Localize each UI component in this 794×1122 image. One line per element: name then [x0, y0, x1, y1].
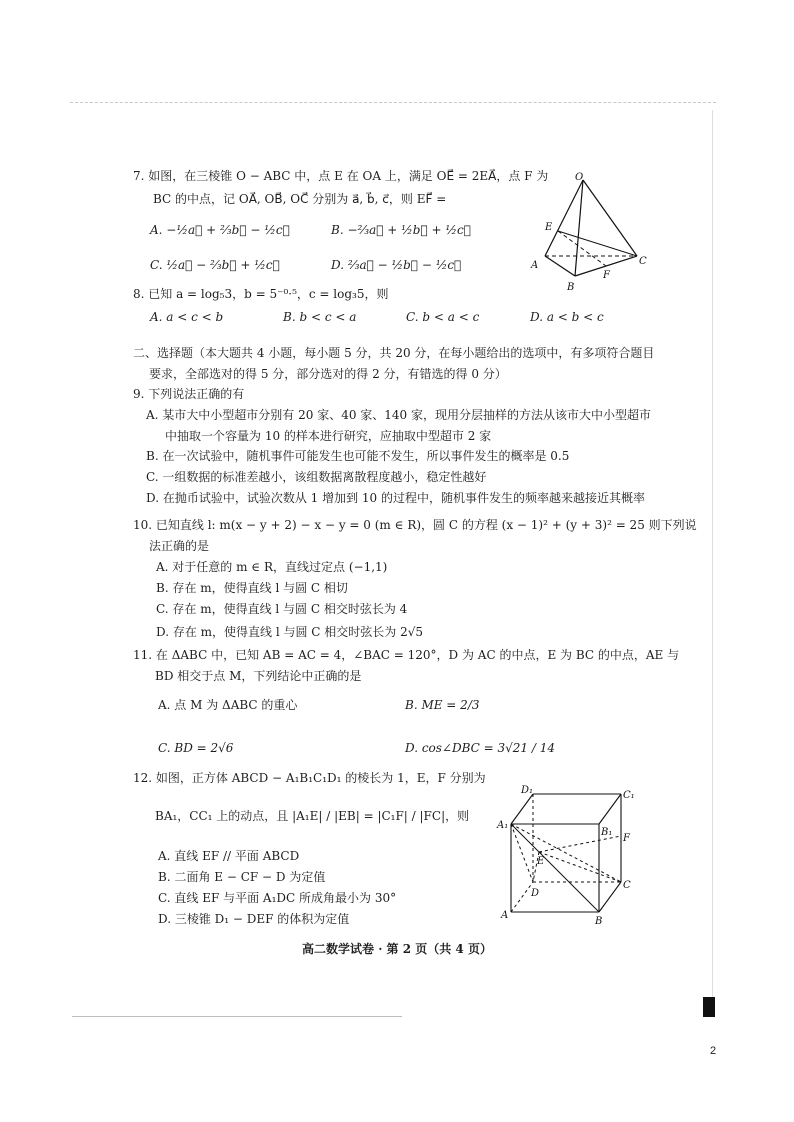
- segment-ef: [558, 231, 606, 266]
- segment-ef: [539, 836, 621, 852]
- section2-header-line2: 要求，全部选对的得 5 分，部分选对的得 2 分，有错选的得 0 分）: [149, 367, 507, 381]
- label-b: B: [595, 916, 603, 927]
- label-b: B: [567, 282, 575, 293]
- edge-b1c1: [599, 794, 621, 824]
- edge-oc: [583, 180, 637, 256]
- q11-option-c: C. BD = 2√6: [158, 741, 234, 755]
- edge-a1d1: [511, 794, 533, 824]
- q8-option-c: C. b < a < c: [406, 310, 480, 324]
- q7-option-a: A. −½a⃗ + ⅔b⃗ − ½c⃗: [150, 223, 290, 237]
- label-f: F: [623, 833, 630, 844]
- label-f: F: [603, 270, 610, 281]
- diagonal-a1b: [511, 824, 599, 912]
- q11-option-d: D. cos∠DBC = 3√21 / 14: [405, 741, 555, 755]
- scan-right-edge: [712, 110, 713, 1010]
- edge-ad: [511, 882, 533, 912]
- q12-option-b: B. 二面角 E − CF − D 为定值: [158, 870, 326, 884]
- q10-option-a: A. 对于任意的 m ∈ R，直线过定点 (−1,1): [156, 560, 388, 574]
- scan-top-edge: [70, 102, 716, 103]
- q9-option-a-line1: A. 某市大中小型超市分别有 20 家、40 家、140 家，现用分层抽样的方法从该市大中小型超市: [146, 408, 651, 422]
- label-b1: B₁: [601, 827, 613, 838]
- label-a: A: [531, 260, 539, 271]
- q9-option-c: C. 一组数据的标准差越小，该组数据离散程度越小，稳定性越好: [146, 470, 487, 484]
- label-e: E: [537, 856, 545, 867]
- label-c1: C₁: [623, 790, 635, 801]
- q10-line1: 10. 已知直线 l: m(x − y + 2) − x − y = 0 (m ∈ R)，圆 C 的方程 (x − 1)² + (y + 3)² = 25 则下列说: [133, 518, 697, 532]
- q7-option-c: C. ½a⃗ − ⅔b⃗ + ½c⃗: [150, 258, 280, 272]
- cube-figure: [493, 784, 641, 928]
- tetrahedron-figure: [525, 168, 655, 296]
- edge-bc: [599, 882, 621, 912]
- q11-line1: 11. 在 ΔABC 中，已知 AB = AC = 4，∠BAC = 120°，D 为 AC 的中点，E 为 BC 的中点，AE 与: [133, 648, 680, 662]
- q11-option-a: A. 点 M 为 ΔABC 的重心: [158, 698, 298, 712]
- page-number: 2: [710, 1045, 717, 1057]
- label-e: E: [545, 222, 553, 233]
- q9-option-a-line2: 中抽取一个容量为 10 的样本进行研究，应抽取中型超市 2 家: [165, 429, 492, 443]
- scan-bottom-edge: [72, 1016, 402, 1017]
- q11-line2: BD 相交于点 M，下列结论中正确的是: [155, 669, 362, 683]
- label-a: A: [501, 910, 509, 921]
- alignment-marker: [703, 997, 715, 1017]
- edge-ab: [545, 256, 575, 276]
- q8-option-a: A. a < c < b: [150, 310, 224, 324]
- q8-option-b: B. b < c < a: [283, 310, 357, 324]
- label-o: O: [575, 172, 584, 183]
- q7-line2: BC 的中点，记 OA⃗, OB⃗, OC⃗ 分别为 a⃗, b⃗, c⃗，则 EF⃗ =: [153, 192, 447, 206]
- q8-stem: 8. 已知 a = log₅3，b = 5⁻⁰·⁵，c = log₃5，则: [133, 287, 389, 301]
- page-footer: 高二数学试卷 · 第 2 页（共 4 页）: [302, 942, 492, 956]
- label-d1: D₁: [521, 785, 534, 796]
- q12-line1: 12. 如图，正方体 ABCD − A₁B₁C₁D₁ 的棱长为 1，E，F 分别为: [133, 771, 486, 785]
- label-c: C: [623, 880, 631, 891]
- q12-line2: BA₁，CC₁ 上的动点，且 |A₁E| / |EB| = |C₁F| / |FC|，则: [155, 809, 470, 823]
- q9-stem: 9. 下列说法正确的有: [133, 387, 245, 401]
- label-c: C: [639, 256, 647, 267]
- q7-option-b: B. −⅔a⃗ + ½b⃗ + ½c⃗: [331, 223, 471, 237]
- segment-ec: [539, 852, 621, 882]
- q7-option-d: D. ⅔a⃗ − ½b⃗ − ½c⃗: [331, 258, 462, 272]
- q10-option-c: C. 存在 m，使得直线 l 与圆 C 相交时弦长为 4: [156, 602, 408, 616]
- q10-option-d: D. 存在 m，使得直线 l 与圆 C 相交时弦长为 2√5: [156, 625, 424, 639]
- q7-line1: 7. 如图，在三棱锥 O − ABC 中，点 E 在 OA 上，满足 OE⃗ = 2EA⃗，点 F 为: [133, 169, 549, 183]
- q12-option-d: D. 三棱锥 D₁ − DEF 的体积为定值: [158, 912, 350, 926]
- q9-option-d: D. 在抛币试验中，试验次数从 1 增加到 10 的过程中，随机事件发生的频率越来越接近其概率: [146, 491, 645, 505]
- segment-ec: [558, 231, 637, 256]
- label-a1: A₁: [497, 820, 509, 831]
- section2-header-line1: 二、选择题（本大题共 4 小题，每小题 5 分，共 20 分，在每小题给出的选项中，有多项符合题目: [133, 346, 655, 360]
- q12-option-a: A. 直线 EF // 平面 ABCD: [158, 849, 300, 863]
- q9-option-b: B. 在一次试验中，随机事件可能发生也可能不发生，所以事件发生的概率是 0.5: [146, 449, 570, 463]
- q12-option-c: C. 直线 EF 与平面 A₁DC 所成角最小为 30°: [158, 891, 397, 905]
- q11-option-b: B. ME = 2/3: [405, 698, 480, 712]
- q10-line2: 法正确的是: [149, 539, 210, 553]
- segment-a1d: [511, 824, 533, 882]
- label-d: D: [531, 888, 540, 899]
- q10-option-b: B. 存在 m，使得直线 l 与圆 C 相切: [156, 581, 348, 595]
- q8-option-d: D. a < b < c: [530, 310, 604, 324]
